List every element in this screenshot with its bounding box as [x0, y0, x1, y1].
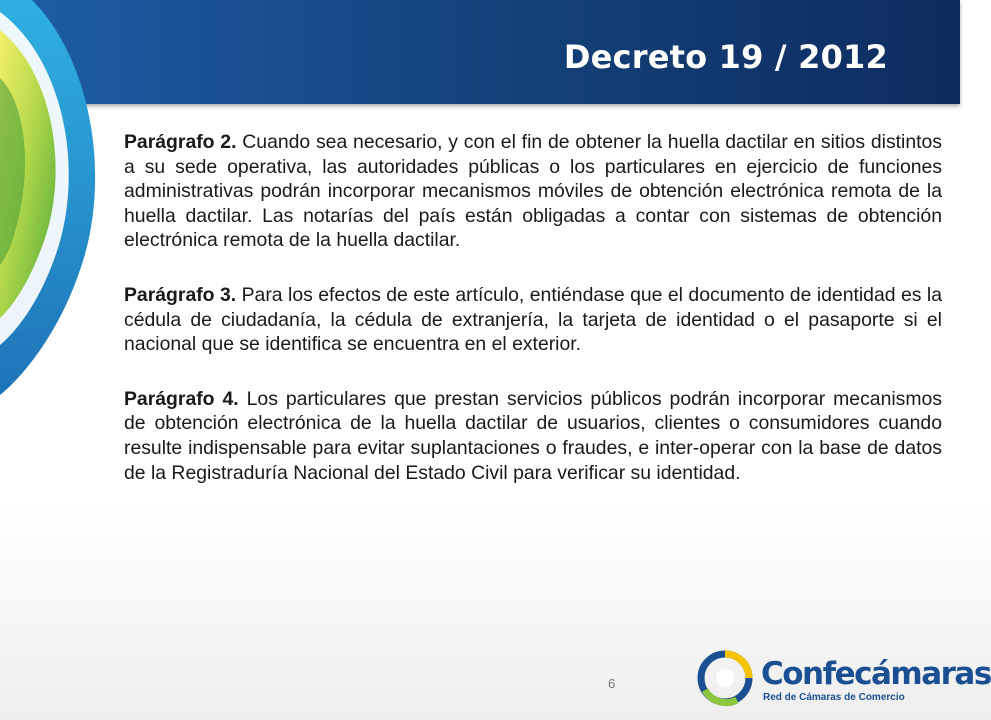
- confecamaras-logo-icon: [697, 650, 755, 706]
- paragraph-4: [124, 387, 942, 485]
- decorative-swoosh-graphic: [0, 0, 112, 400]
- decree-text-body: [124, 130, 942, 515]
- paragraph-label: Parágrafo 4.: [124, 387, 239, 410]
- logo-tagline: Red de Cámaras de Comercio: [763, 692, 905, 703]
- confecamaras-logo: [697, 650, 991, 706]
- slide-title: Decreto 19 / 2012: [563, 38, 888, 76]
- paragraph-3: [124, 283, 942, 357]
- paragraph-label: Parágrafo 2.: [124, 131, 237, 153]
- page-number: 6: [608, 676, 616, 691]
- logo-wordmark: Confecámaras: [761, 656, 991, 692]
- paragraph-text: Para los efectos de este artículo, entiéndase que el documento de identidad es la cédula de ciudadanía, la cédula de extranjería, la tarjeta de identidad o el pasaporte si el nacional que se identifica se encuentra en el exterior.: [124, 283, 943, 356]
- paragraph-text: Los particulares que prestan servicios públicos podrán incorporar mecanismos de obtención electrónica de la huella dactilar de usuarios, clientes o consumidores cuando resulte indispensable para evitar suplantaciones o fraudes, e inter-operar con la base de datos de la Registraduría Nacional del Estado Civil para verificar su identidad.: [124, 387, 942, 484]
- paragraph-text: Cuando sea necesario, y con el fin de obtener la huella dactilar en sitios distintos a su sede operativa, las autoridades públicas o los particulares en ejercicio de funciones administrativas podrán incorporar mecanismos móviles de obtención electrónica remota de la huella dactilar. Las notarías del país están obligadas a contar con sistemas de obtención electrónica remota de la huella dactilar.: [124, 131, 943, 252]
- paragraph-2: [124, 130, 942, 253]
- paragraph-label: Parágrafo 3.: [124, 283, 237, 306]
